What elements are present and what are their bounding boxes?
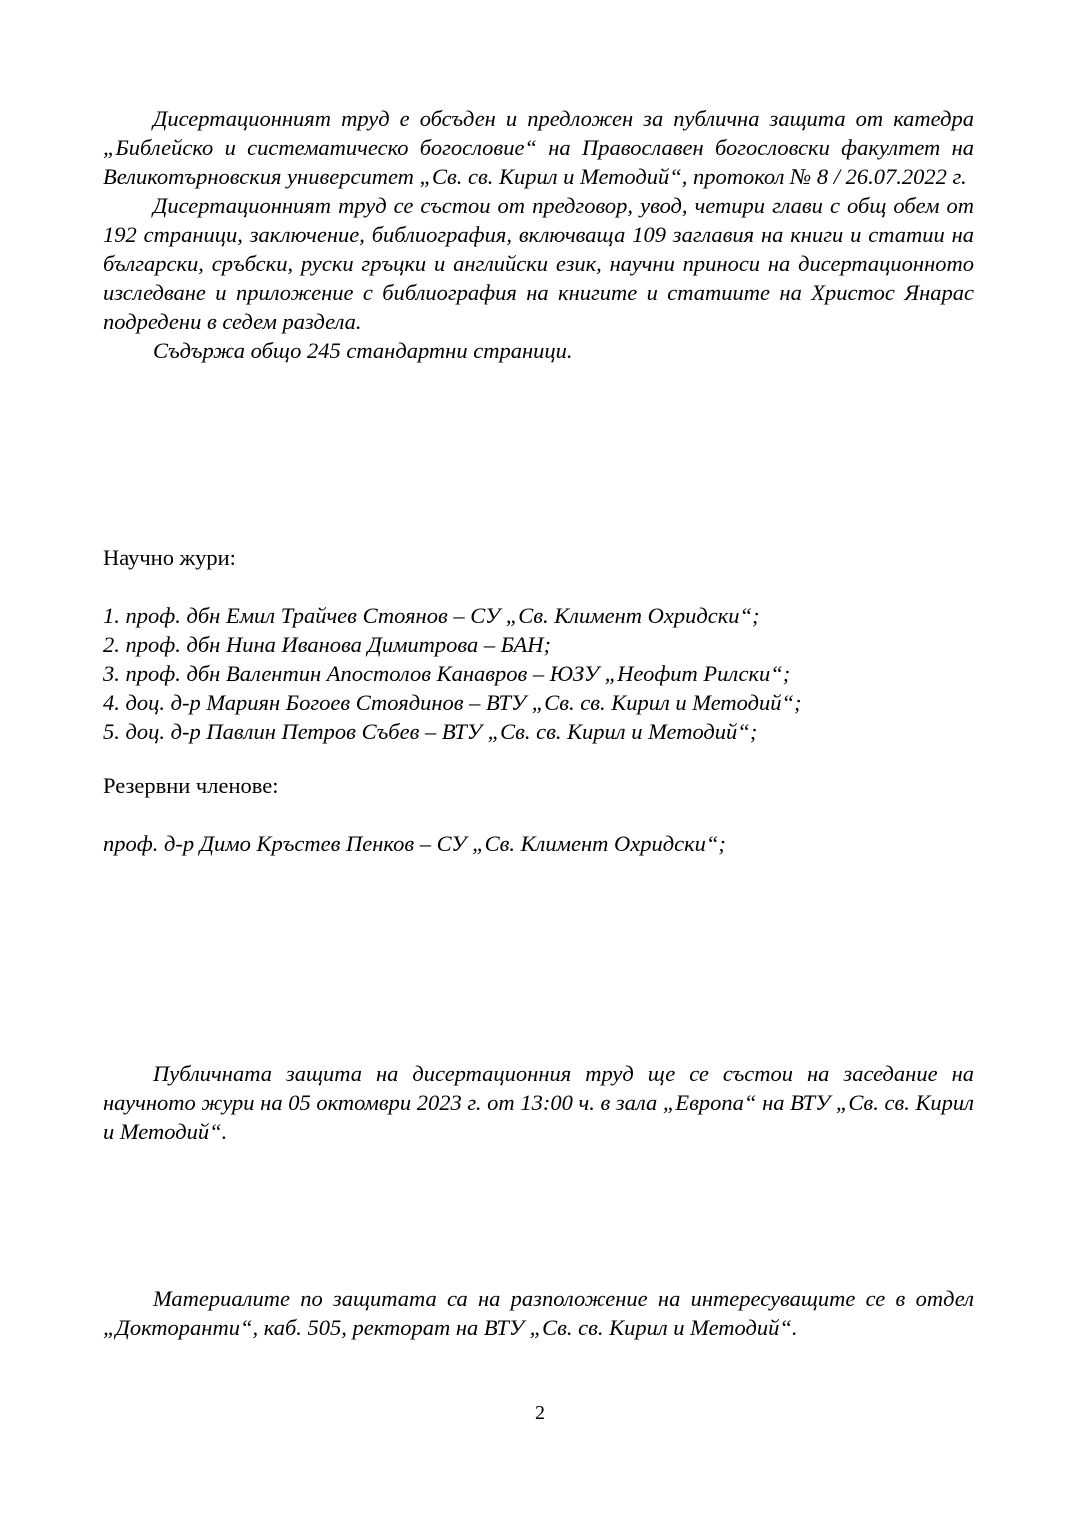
dissertation-info-section xyxy=(103,104,974,365)
jury-member: 5. доц. д-р Павлин Петров Събев – ВТУ „Св. св. Кирил и Методий“; xyxy=(103,719,758,744)
jury-section xyxy=(103,543,974,746)
jury-member: 2. проф. дбн Нина Иванова Димитрова – БАН; xyxy=(103,632,551,657)
materials-section xyxy=(103,1284,974,1342)
jury-heading: Научно жури: xyxy=(103,545,236,570)
jury-list xyxy=(103,601,974,746)
reserve-member: проф. д-р Димо Кръстев Пенков – СУ „Св. Климент Охридски“; xyxy=(103,831,726,856)
page-count-paragraph: Съдържа общо 245 стандартни страници. xyxy=(153,338,573,363)
reserve-section xyxy=(103,771,974,858)
jury-member: 1. проф. дбн Емил Трайчев Стоянов – СУ „Св. Климент Охридски“; xyxy=(103,603,760,628)
jury-member: 4. доц. д-р Мариян Богоев Стоядинов – ВТУ „Св. св. Кирил и Методий“; xyxy=(103,690,802,715)
jury-member: 3. проф. дбн Валентин Апостолов Канавров – ЮЗУ „Неофит Рилски“; xyxy=(103,661,791,686)
defense-section xyxy=(103,1059,974,1146)
page-number: 2 xyxy=(535,1402,545,1424)
reserve-heading: Резервни членове: xyxy=(103,773,279,798)
materials-paragraph: Материалите по защитата са на разположение на интересуващите се в отдел „Докторанти“, каб. 505, ректорат на ВТУ „Св. св. Кирил и Методий“. xyxy=(103,1286,974,1340)
defense-paragraph: Публичната защита на дисертационния труд ще се състои на заседание на научното жури на 05 октомври 2023 г. от 13:00 ч. в зала „Европа“ на ВТУ „Св. св. Кирил и Методий“. xyxy=(103,1061,974,1144)
structure-paragraph: Дисертационният труд се състои от предговор, увод, четири глави с общ обем от 192 страници, заключение, библиография, включваща 109 заглавия на книги и статии на български, сръбски, руски гръцки и английски език, научни приноси на дисертационното изследване и приложение с библиография на книгите и статиите на Христос Янарас подредени в седем раздела. xyxy=(103,193,974,334)
discussion-paragraph: Дисертационният труд е обсъден и предложен за публична защита от катедра „Библейско и систематическо богословие“ на Православен богословски факултет на Великотърновския университет „Св. св. Кирил и Методий“, протокол № 8 / 26.07.2022 г. xyxy=(103,106,974,189)
